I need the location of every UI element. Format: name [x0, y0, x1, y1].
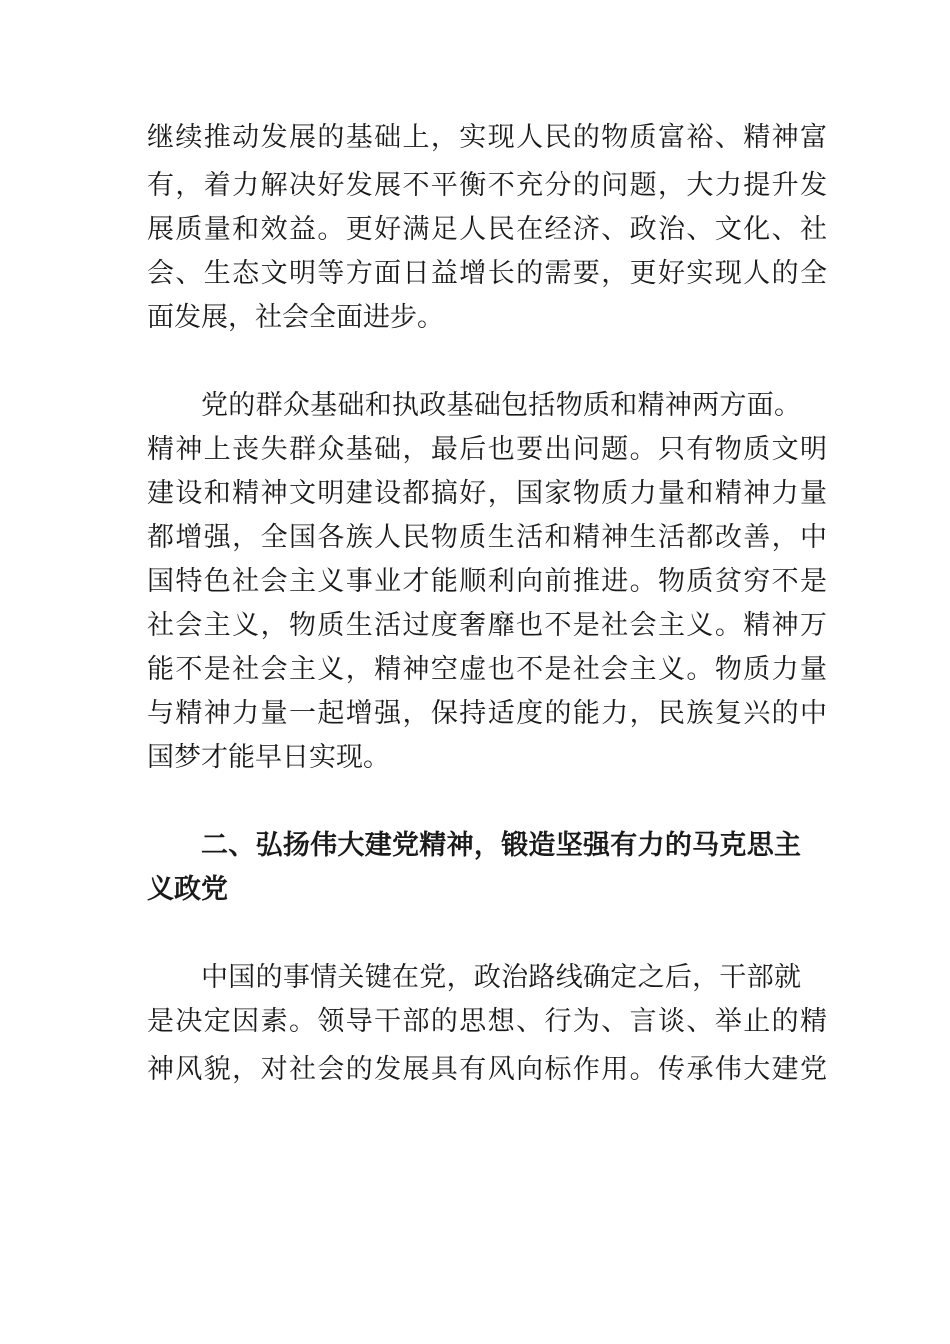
text-line: 精神上丧失群众基础，最后也要出问题。只有物质文明 — [147, 434, 827, 465]
text-line: 是决定因素。领导干部的思想、行为、言谈、举止的精 — [147, 1006, 827, 1037]
text-line: 展质量和效益。更好满足人民在经济、政治、文化、社 — [147, 214, 827, 245]
text-line: 国特色社会主义事业才能顺利向前推进。物质贫穷不是 — [147, 566, 827, 597]
text-line: 社会主义，物质生活过度奢靡也不是社会主义。精神万 — [147, 610, 827, 641]
text-line: 国梦才能早日实现。 — [147, 742, 390, 773]
text-line: 建设和精神文明建设都搞好，国家物质力量和精神力量 — [147, 478, 827, 509]
text-line: 都增强，全国各族人民物质生活和精神生活都改善，中 — [147, 522, 827, 553]
text-line: 继续推动发展的基础上，实现人民的物质富裕、精神富 — [147, 122, 827, 153]
text-line: 会、生态文明等方面日益增长的需要，更好实现人的全 — [147, 258, 827, 289]
text-line: 与精神力量一起增强，保持适度的能力，民族复兴的中 — [147, 698, 827, 729]
text-line: 党的群众基础和执政基础包括物质和精神两方面。 — [201, 390, 801, 421]
text-line: 神风貌，对社会的发展具有风向标作用。传承伟大建党 — [147, 1054, 827, 1085]
heading-line: 二、弘扬伟大建党精神，锻造坚强有力的马克思主 — [201, 830, 801, 861]
text-line: 中国的事情关键在党，政治路线确定之后，干部就 — [201, 962, 801, 993]
text-line: 面发展，社会全面进步。 — [147, 302, 444, 333]
text-line: 有，着力解决好发展不平衡不充分的问题，大力提升发 — [147, 170, 827, 201]
text-line: 能不是社会主义，精神空虚也不是社会主义。物质力量 — [147, 654, 827, 685]
heading-line: 义政党 — [147, 874, 228, 905]
